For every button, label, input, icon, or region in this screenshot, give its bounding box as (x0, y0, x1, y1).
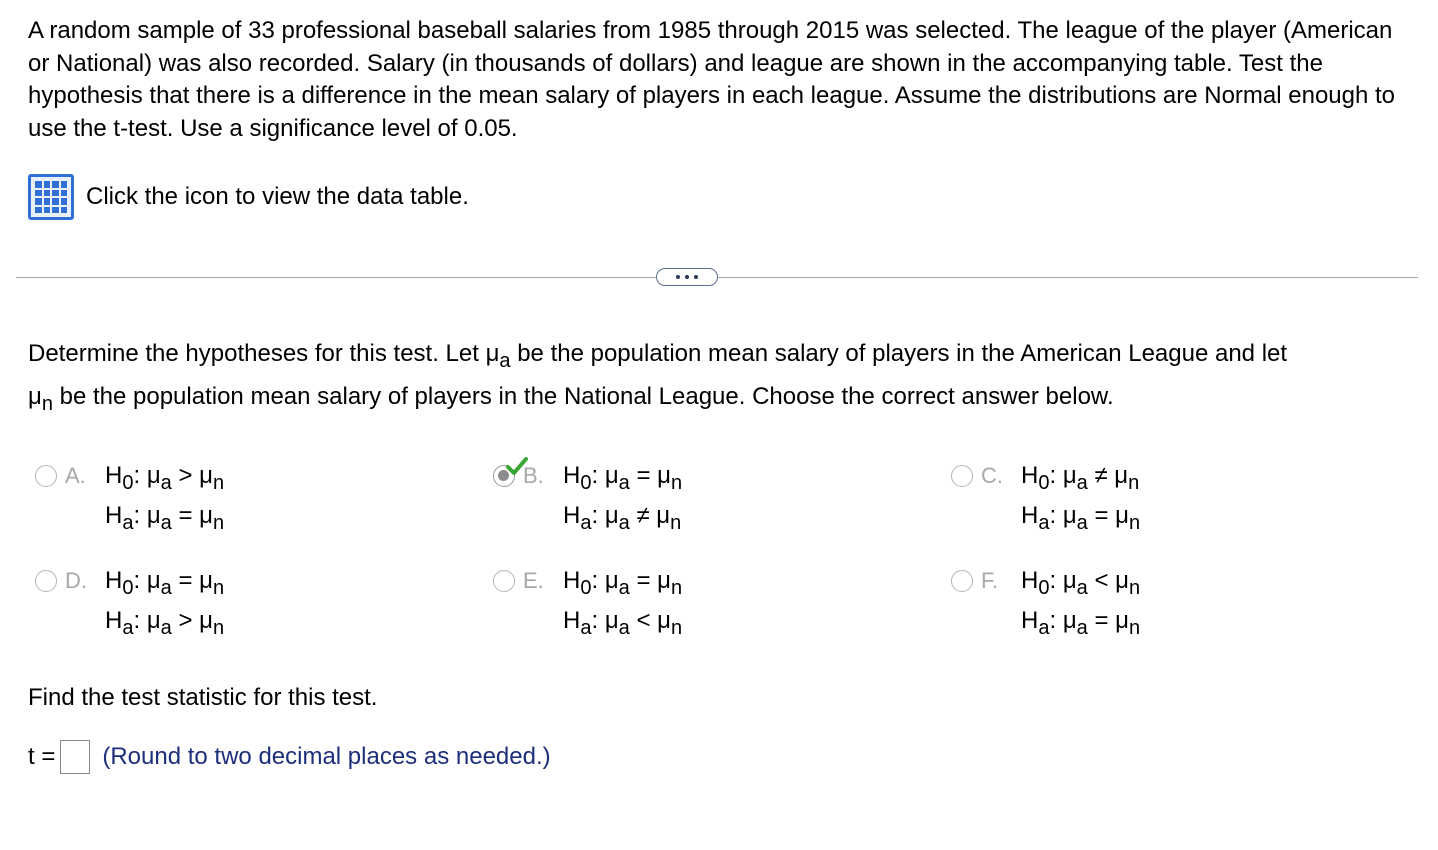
alternative-hypothesis: $H_a$: $\mu_a \ne \mu_n$ (563, 502, 682, 534)
test-statistic-prompt: Find the test statistic for this test. (28, 684, 378, 711)
radio-option-e[interactable] (493, 570, 515, 592)
option-c[interactable] (951, 462, 1140, 536)
option-hypotheses (1021, 456, 1140, 536)
alternative-hypothesis: $H_a$: $\mu_a = \mu_n$ (105, 502, 225, 534)
option-hypotheses (105, 561, 224, 641)
option-letter: C. (981, 463, 1003, 488)
radio-option-f[interactable] (951, 570, 973, 592)
null-hypothesis: $H_0$: $\mu_a = \mu_n$ (563, 567, 683, 599)
option-b[interactable] (493, 462, 682, 536)
alternative-hypothesis: $H_a$: $\mu_a = \mu_n$ (1021, 607, 1141, 639)
table-icon[interactable] (28, 174, 74, 220)
null-hypothesis: $H_0$: $\mu_a = \mu_n$ (105, 567, 225, 599)
radio-option-a[interactable] (35, 465, 57, 487)
option-letter: F. (981, 568, 999, 593)
option-d[interactable] (35, 567, 224, 641)
test-statistic-input[interactable] (60, 740, 90, 774)
option-letter: A. (65, 463, 86, 488)
option-letter: E. (523, 568, 544, 593)
expand-button[interactable] (656, 268, 718, 286)
view-data-table-link[interactable] (28, 174, 469, 220)
option-hypotheses (1021, 561, 1140, 641)
option-hypotheses (563, 456, 682, 536)
option-e[interactable] (493, 567, 682, 641)
null-hypothesis: $H_0$: $\mu_a > \mu_n$ (105, 462, 225, 494)
option-letter: B. (523, 463, 544, 488)
null-hypothesis: $H_0$: $\mu_a < \mu_n$ (1021, 567, 1141, 599)
option-a[interactable] (35, 462, 224, 536)
rounding-hint: (Round to two decimal places as needed.) (102, 743, 551, 770)
null-hypothesis: $H_0$: $\mu_a \ne \mu_n$ (1021, 462, 1140, 494)
null-hypothesis: $H_0$: $\mu_a = \mu_n$ (563, 462, 683, 494)
question-text: Determine the hypotheses for this test. Let $\mu_a$ be the population mean salary of players in the American League and let $\mu_n$ be the population mean salary of players in the National League. Choose the correct answer below. (28, 340, 1288, 415)
alternative-hypothesis: $H_a$: $\mu_a > \mu_n$ (105, 607, 225, 639)
ellipsis-icon (676, 275, 680, 279)
ellipsis-icon (694, 275, 698, 279)
radio-option-d[interactable] (35, 570, 57, 592)
t-label: t = (28, 743, 56, 770)
checkmark-icon (506, 456, 528, 478)
option-hypotheses (105, 456, 224, 536)
problem-statement: A random sample of 33 professional baseball salaries from 1985 through 2015 was selected. The league of the player (American or National) was also recorded. Salary (in thousands of dollars) and league are shown in the accompanying table. Test the hypothesis that there is a difference in the mean salary of players in each league. Assume the distributions are Normal enough to use the t-test. Use a significance level of 0.05. (28, 17, 1396, 142)
alternative-hypothesis: $H_a$: $\mu_a = \mu_n$ (1021, 502, 1141, 534)
view-data-table-text[interactable]: Click the icon to view the data table. (86, 183, 469, 210)
radio-option-b[interactable] (493, 465, 515, 487)
radio-option-c[interactable] (951, 465, 973, 487)
alternative-hypothesis: $H_a$: $\mu_a < \mu_n$ (563, 607, 683, 639)
option-letter: D. (65, 568, 87, 593)
test-statistic-answer-row (28, 740, 551, 774)
ellipsis-icon (685, 275, 689, 279)
option-hypotheses (563, 561, 682, 641)
option-f[interactable] (951, 567, 1140, 641)
